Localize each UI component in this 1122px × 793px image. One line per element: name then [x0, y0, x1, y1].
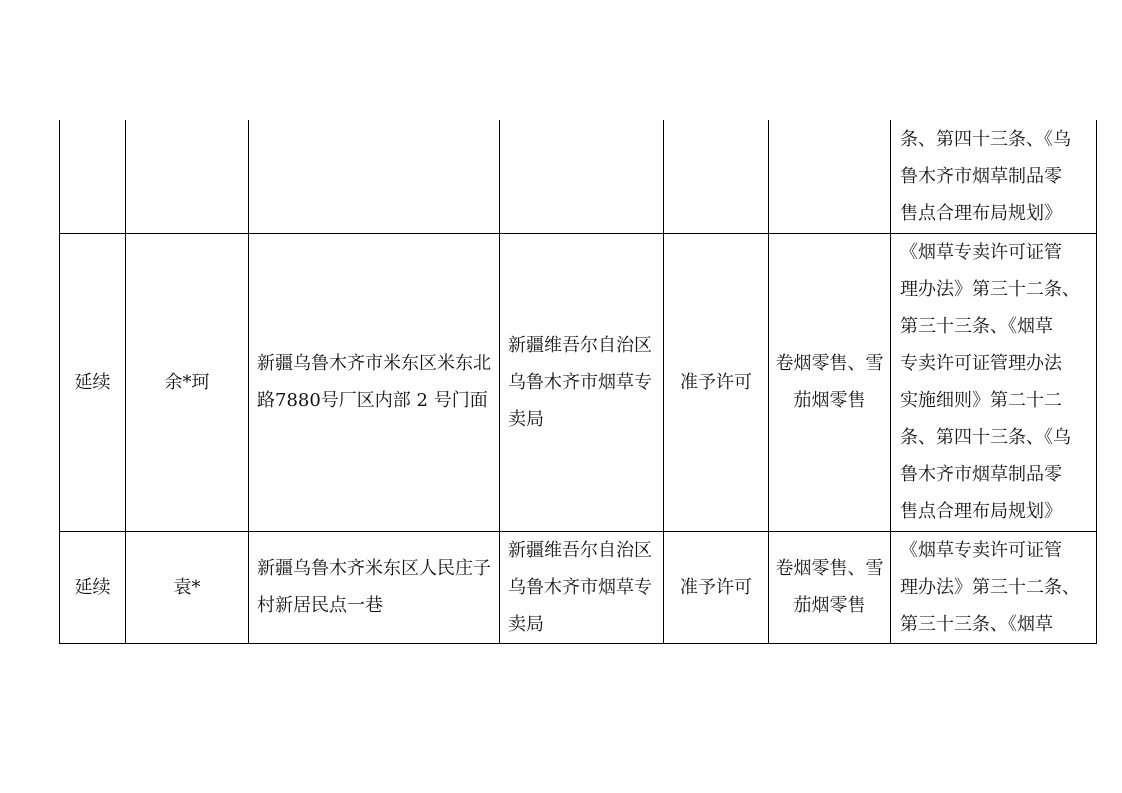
name-cell: 余*珂 [126, 233, 249, 531]
type-cell [60, 120, 126, 233]
scope-cell: 卷烟零售、雪茄烟零售 [769, 531, 891, 643]
basis-line: 鲁木齐市烟草制品零 [900, 464, 1062, 485]
authority-cell: 新疆维吾尔自治区乌鲁木齐市烟草专卖局 [500, 233, 664, 531]
basis-line: 实施细则》第二十二 [900, 390, 1062, 411]
address-cell: 新疆乌鲁木齐市米东区米东北路7880号厂区内部 2 号门面 [249, 233, 500, 531]
basis-line: 《烟草专卖许可证管 [900, 539, 1062, 561]
table-row [60, 233, 1097, 531]
type-cell: 延续 [60, 233, 126, 531]
authority-cell: 新疆维吾尔自治区乌鲁木齐市烟草专卖局 [500, 531, 664, 643]
basis-line: 理办法》第三十二条、 [900, 576, 1080, 598]
basis-line: 售点合理布局规划》 [900, 501, 1062, 522]
decision-cell [664, 120, 769, 233]
basis-cell [891, 233, 1097, 531]
basis-line: 条、第四十三条、《乌 [900, 427, 1071, 448]
authority-cell [500, 120, 664, 233]
table-row [60, 531, 1097, 643]
basis-line: 第三十三条、《烟草 [900, 316, 1053, 337]
permit-table [59, 120, 1097, 644]
basis-line: 鲁木齐市烟草制品零 [900, 165, 1062, 187]
address-cell: 新疆乌鲁木齐米东区人民庄子村新居民点一巷 [249, 531, 500, 643]
basis-line: 理办法》第三十二条、 [900, 279, 1080, 300]
basis-line: 第三十三条、《烟草 [900, 613, 1053, 635]
type-cell: 延续 [60, 531, 126, 643]
basis-cell [891, 531, 1097, 643]
scope-cell: 卷烟零售、雪茄烟零售 [769, 233, 891, 531]
decision-cell: 准予许可 [664, 233, 769, 531]
basis-cell [891, 120, 1097, 233]
scope-cell [769, 120, 891, 233]
decision-cell: 准予许可 [664, 531, 769, 643]
name-cell: 袁* [126, 531, 249, 643]
name-cell [126, 120, 249, 233]
address-cell [249, 120, 500, 233]
basis-line: 专卖许可证管理办法 [900, 353, 1062, 374]
table-row [60, 120, 1097, 233]
basis-line: 售点合理布局规划》 [900, 202, 1062, 224]
basis-line: 《烟草专卖许可证管 [900, 242, 1062, 263]
basis-line: 条、第四十三条、《乌 [900, 128, 1071, 150]
